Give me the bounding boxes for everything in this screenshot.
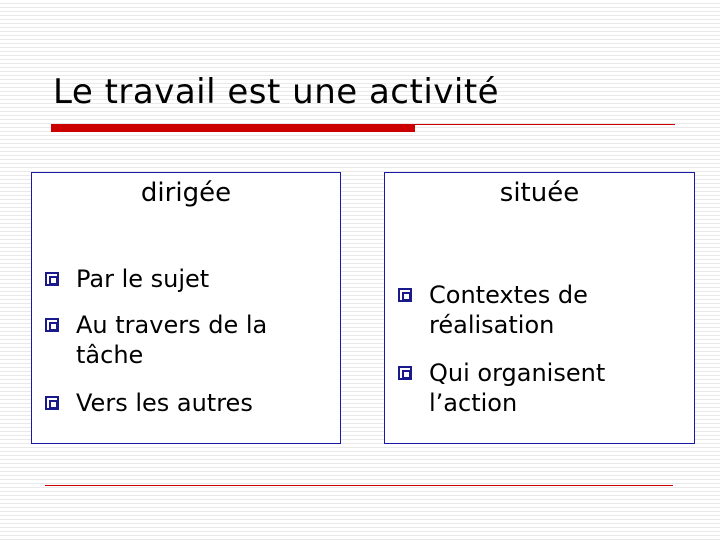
right-column-heading: située — [499, 178, 580, 208]
checkbox-square-icon — [398, 288, 412, 302]
list-item — [76, 310, 306, 370]
list-item — [76, 388, 326, 418]
checkbox-square-icon — [45, 396, 59, 410]
checkbox-square-icon — [45, 272, 59, 286]
list-item — [76, 264, 326, 294]
slide-title: Le travail est une activité — [53, 72, 500, 112]
list-item-label: Au travers de la tâche — [76, 311, 268, 369]
title-underline-accent — [51, 124, 415, 132]
list-item — [429, 280, 659, 340]
list-item-label: Vers les autres — [76, 389, 253, 417]
list-item-label: Contextes de réalisation — [429, 281, 588, 339]
checkbox-square-icon — [45, 318, 59, 332]
checkbox-square-icon — [398, 366, 412, 380]
left-column-heading: dirigée — [140, 178, 232, 208]
list-item-label: Par le sujet — [76, 265, 210, 293]
footer-rule — [45, 485, 673, 486]
title-underline-rule — [415, 124, 675, 125]
list-item-label: Qui organisent l’action — [429, 359, 606, 417]
list-item — [429, 358, 659, 418]
